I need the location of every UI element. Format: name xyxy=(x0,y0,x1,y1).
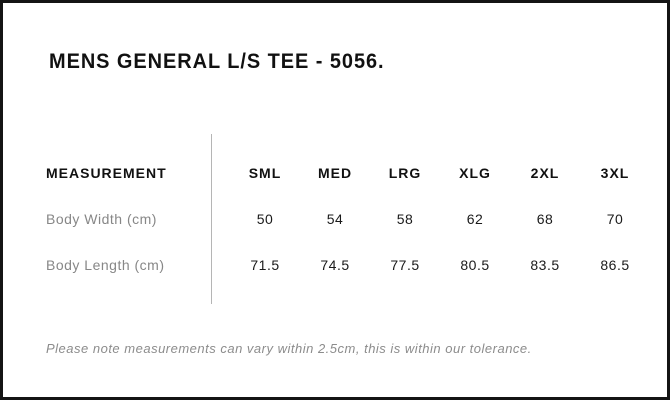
table-row xyxy=(3,242,667,288)
measurement-column-header: MEASUREMENT xyxy=(46,165,167,181)
tolerance-note: Please note measurements can vary within 2.5cm, this is within our tolerance. xyxy=(46,341,532,356)
column-header-lrg: LRG xyxy=(388,165,422,181)
column-header-xlg: XLG xyxy=(459,165,491,181)
size-chart-table xyxy=(3,134,667,304)
body-length-3xl: 86.5 xyxy=(600,257,630,273)
size-headers xyxy=(230,165,650,181)
page-title: MENS GENERAL L/S TEE - 5056. xyxy=(49,50,385,73)
body-length-xlg: 80.5 xyxy=(460,257,490,273)
row-label-body-width: Body Width (cm) xyxy=(46,211,157,227)
column-header-2xl: 2XL xyxy=(530,165,560,181)
body-length-sml: 71.5 xyxy=(250,257,280,273)
row-values-body-length xyxy=(230,257,650,273)
body-width-lrg: 58 xyxy=(396,211,414,227)
vertical-divider xyxy=(211,134,212,304)
column-header-3xl: 3XL xyxy=(600,165,630,181)
table-row xyxy=(3,196,667,242)
body-width-med: 54 xyxy=(326,211,344,227)
body-length-2xl: 83.5 xyxy=(530,257,560,273)
body-width-2xl: 68 xyxy=(536,211,554,227)
body-width-xlg: 62 xyxy=(466,211,484,227)
table-header-row xyxy=(3,150,667,196)
column-header-sml: SML xyxy=(248,165,282,181)
row-values-body-width xyxy=(230,211,650,227)
body-length-lrg: 77.5 xyxy=(390,257,420,273)
body-length-med: 74.5 xyxy=(320,257,350,273)
row-label-body-length: Body Length (cm) xyxy=(46,257,165,273)
body-width-sml: 50 xyxy=(256,211,274,227)
body-width-3xl: 70 xyxy=(606,211,624,227)
column-header-med: MED xyxy=(317,165,353,181)
